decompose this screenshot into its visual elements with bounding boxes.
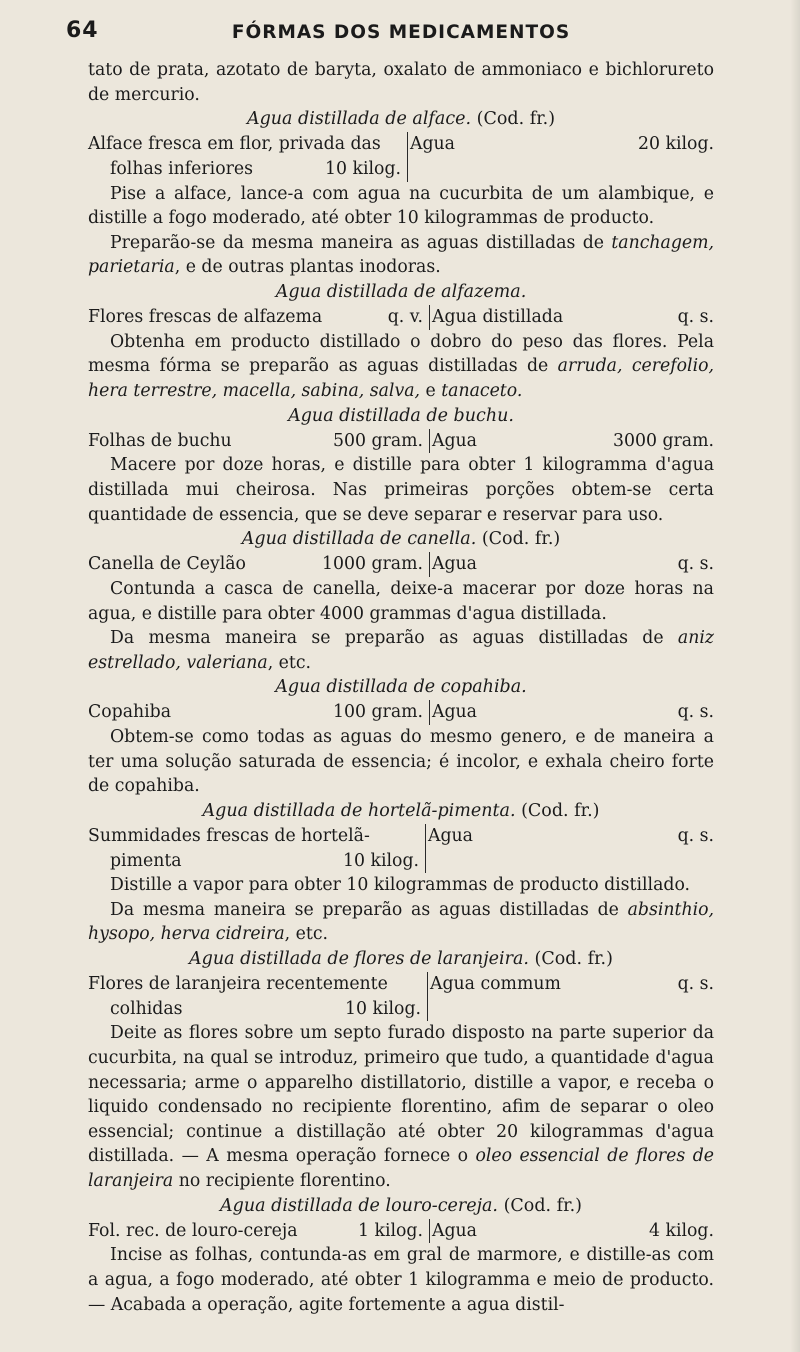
ingredient-quantity: 1 kilog. <box>358 1220 423 1241</box>
ingredient-quantity: 10 kilog. <box>345 998 421 1019</box>
vehicle-quantity: 20 kilog. <box>638 134 714 155</box>
ingredient-column <box>88 429 430 454</box>
ingredient-name: Flores frescas de alfazema <box>88 307 323 328</box>
recipe-heading-buchu <box>88 404 714 429</box>
ingredient-line <box>88 552 423 577</box>
vehicle-name: Agua <box>432 430 477 451</box>
recipe-heading-flores-laranjeira <box>88 947 714 972</box>
method-paragraph <box>88 1021 714 1193</box>
italic-run: tanaceto. <box>441 380 523 401</box>
ingredient-line <box>88 305 423 330</box>
ingredient-name: Summidades frescas de hortelã- <box>88 826 370 847</box>
heading-text: Agua distillada de hortelã-pimenta. <box>202 800 516 821</box>
method-paragraph: Pise a alface, lance-a com agua na cucurbita de um alambique, e distille a fogo moderado, até obter 10 kilogrammas de producto. <box>88 183 714 229</box>
ingredient-name: Canella de Ceylão <box>88 554 246 575</box>
ingredient-name: Folhas de buchu <box>88 430 232 451</box>
recipe-heading-louro-cereja <box>88 1194 714 1219</box>
formula-alfazema <box>88 305 714 330</box>
heading-text: Agua distillada de alfazema. <box>275 281 527 302</box>
italic-run: tanchagem, parietaria <box>88 232 714 278</box>
codex-reference: (Cod. fr.) <box>521 800 600 821</box>
ingredient-column <box>88 132 408 181</box>
vehicle-column <box>426 824 714 849</box>
text-run: Da mesma maneira se preparão as aguas distilladas de <box>110 899 628 920</box>
vehicle-quantity: 4 kilog. <box>649 1220 714 1241</box>
heading-text: Agua distillada de alface. <box>246 109 472 130</box>
formula-canella <box>88 552 714 577</box>
page-body <box>88 58 714 1317</box>
text-run: , etc. <box>284 924 328 945</box>
ingredient-name: Alface fresca em flor, privada das <box>88 134 381 155</box>
ingredient-column <box>88 700 430 725</box>
ingredient-column <box>88 972 428 1021</box>
method-paragraph: Incise as folhas, contunda-as em gral de marmore, e distille-as com a agua, a fogo moderado, até obter 1 kilogramma e meio de producto. — Acabada a operação, agite fortemente a agua distil- <box>88 1245 714 1315</box>
ingredient-name-cont: colhidas <box>110 998 183 1019</box>
ingredient-name: Flores de laranjeira recentemente <box>88 974 388 995</box>
text-run: Preparão-se da mesma maneira as aguas distilladas de <box>110 232 612 253</box>
running-head <box>66 18 714 58</box>
vehicle-column <box>430 700 714 725</box>
formula-alface <box>88 132 714 181</box>
vehicle-name: Agua <box>428 826 473 847</box>
italic-run: absinthio, hysopo, herva cidreira <box>88 899 714 945</box>
ingredient-line <box>88 700 423 725</box>
continuation-paragraph: tato de prata, azotato de baryta, oxalato de ammoniaco e bichlorureto de mercurio. <box>88 60 714 105</box>
codex-reference: (Cod. fr.) <box>481 529 561 550</box>
text-run: Da mesma maneira se preparão as aguas distilladas de <box>110 628 678 649</box>
formula-buchu <box>88 429 714 454</box>
ingredient-line <box>88 429 423 454</box>
heading-text: Agua distillada de louro-cereja. <box>220 1195 498 1216</box>
ingredient-line <box>88 157 401 182</box>
formula-hortela-pimenta <box>88 824 714 873</box>
formula-copahiba <box>88 700 714 725</box>
italic-run: oleo essencial de flores de laranjeira <box>88 1146 714 1191</box>
ingredient-line <box>88 1219 423 1244</box>
ingredient-quantity: 500 gram. <box>333 430 423 451</box>
method-paragraph <box>88 330 714 404</box>
variants-paragraph <box>88 898 714 947</box>
vehicle-quantity: q. s. <box>677 974 714 995</box>
method-paragraph: Macere por doze horas, e distille para obter 1 kilogramma d'agua distillada mui cheirosa. Nas primeiras porções obtem-se certa quantidade de essencia, que se deve separar e reservar para uso. <box>88 455 714 525</box>
ingredient-line <box>88 997 421 1022</box>
recipe-heading-alface <box>88 107 714 132</box>
ingredient-quantity: q. v. <box>387 307 423 328</box>
codex-reference: (Cod. fr.) <box>534 949 613 970</box>
heading-text: Agua distillada de canella. <box>241 529 477 550</box>
ingredient-column <box>88 1219 430 1244</box>
ingredient-name-cont: folhas inferiores <box>110 158 253 179</box>
ingredient-column <box>88 552 430 577</box>
ingredient-quantity: 10 kilog. <box>325 158 401 179</box>
vehicle-name: Agua distillada <box>432 307 564 328</box>
heading-text: Agua distillada de buchu. <box>288 405 514 426</box>
vehicle-column <box>408 132 714 157</box>
vehicle-quantity: q. s. <box>677 307 714 328</box>
recipe-heading-alfazema <box>88 280 714 305</box>
vehicle-column <box>430 429 714 454</box>
ingredient-quantity: 1000 gram. <box>322 554 423 575</box>
vehicle-name: Agua commum <box>430 974 561 995</box>
recipe-heading-hortela-pimenta <box>88 799 714 824</box>
ingredient-quantity: 10 kilog. <box>343 850 419 871</box>
variants-paragraph <box>88 626 714 675</box>
formula-flores-laranjeira <box>88 972 714 1021</box>
vehicle-quantity: q. s. <box>677 826 714 847</box>
ingredient-column <box>88 824 426 873</box>
heading-text: Agua distillada de copahiba. <box>275 677 527 698</box>
vehicle-column <box>428 972 714 997</box>
method-paragraph: Obtem-se como todas as aguas do mesmo genero, e de maneira a ter uma solução saturada de essencia; é incolor, e exhala cheiro forte de copahiba. <box>88 727 714 797</box>
text-run: no recipiente florentino. <box>173 1170 391 1191</box>
ingredient-line <box>88 849 419 874</box>
vehicle-name: Agua <box>432 702 477 723</box>
recipe-heading-copahiba <box>88 675 714 700</box>
running-title: FÓRMAS DOS MEDICAMENTOS <box>231 22 571 43</box>
recipe-heading-canella <box>88 527 714 552</box>
codex-reference: (Cod. fr.) <box>476 109 556 130</box>
formula-louro-cereja <box>88 1219 714 1244</box>
vehicle-column <box>430 1219 714 1244</box>
vehicle-name: Agua <box>410 134 455 155</box>
vehicle-name: Agua <box>432 554 477 575</box>
vehicle-column <box>430 552 714 577</box>
heading-text: Agua distillada de flores de laranjeira. <box>189 949 529 970</box>
codex-reference: (Cod. fr.) <box>503 1195 582 1216</box>
ingredient-name: Fol. rec. de louro-cereja <box>88 1220 298 1241</box>
variants-paragraph <box>88 231 714 280</box>
vehicle-quantity: q. s. <box>677 554 714 575</box>
ingredient-name-cont: pimenta <box>110 850 182 871</box>
ingredient-name: Copahiba <box>88 702 172 723</box>
text-run: Obtenha em producto distillado o dobro do peso das flores. Pela mesma fórma se preparão as aguas distilladas de <box>88 331 714 377</box>
method-paragraph: Distille a vapor para obter 10 kilogrammas de producto distillado. <box>110 875 691 896</box>
vehicle-quantity: q. s. <box>677 702 714 723</box>
vehicle-name: Agua <box>432 1220 477 1241</box>
vehicle-quantity: 3000 gram. <box>613 430 714 451</box>
italic-run: aniz estrellado, valeriana <box>88 628 714 673</box>
text-run: , e de outras plantas inodoras. <box>174 257 441 278</box>
page-number: 64 <box>66 18 99 43</box>
ingredient-column <box>88 305 430 330</box>
method-paragraph: Contunda a casca de canella, deixe-a macerar por doze horas na agua, e distille para obter 4000 grammas d'agua distillada. <box>88 578 714 624</box>
text-run: e <box>420 380 442 401</box>
vehicle-column <box>430 305 714 330</box>
italic-run: arruda, cerefolio, hera terrestre, macella, sabina, salva, <box>88 356 715 401</box>
text-run: , etc. <box>267 652 312 673</box>
text-run: Deite as flores sobre um septo furado disposto na parte superior da cucurbita, na qual se introduz, primeiro que tudo, a quantidade d'agua necessaria; arme o apparelho distillatorio, distille a vapor, e receba o liquido condensado no recipiente florentino, afim de separar o oleo essencial; continue a distillação até obter 20 kilogrammas d'agua distillada. — A mesma operação fornece o <box>88 1023 714 1167</box>
ingredient-quantity: 100 gram. <box>333 702 423 723</box>
